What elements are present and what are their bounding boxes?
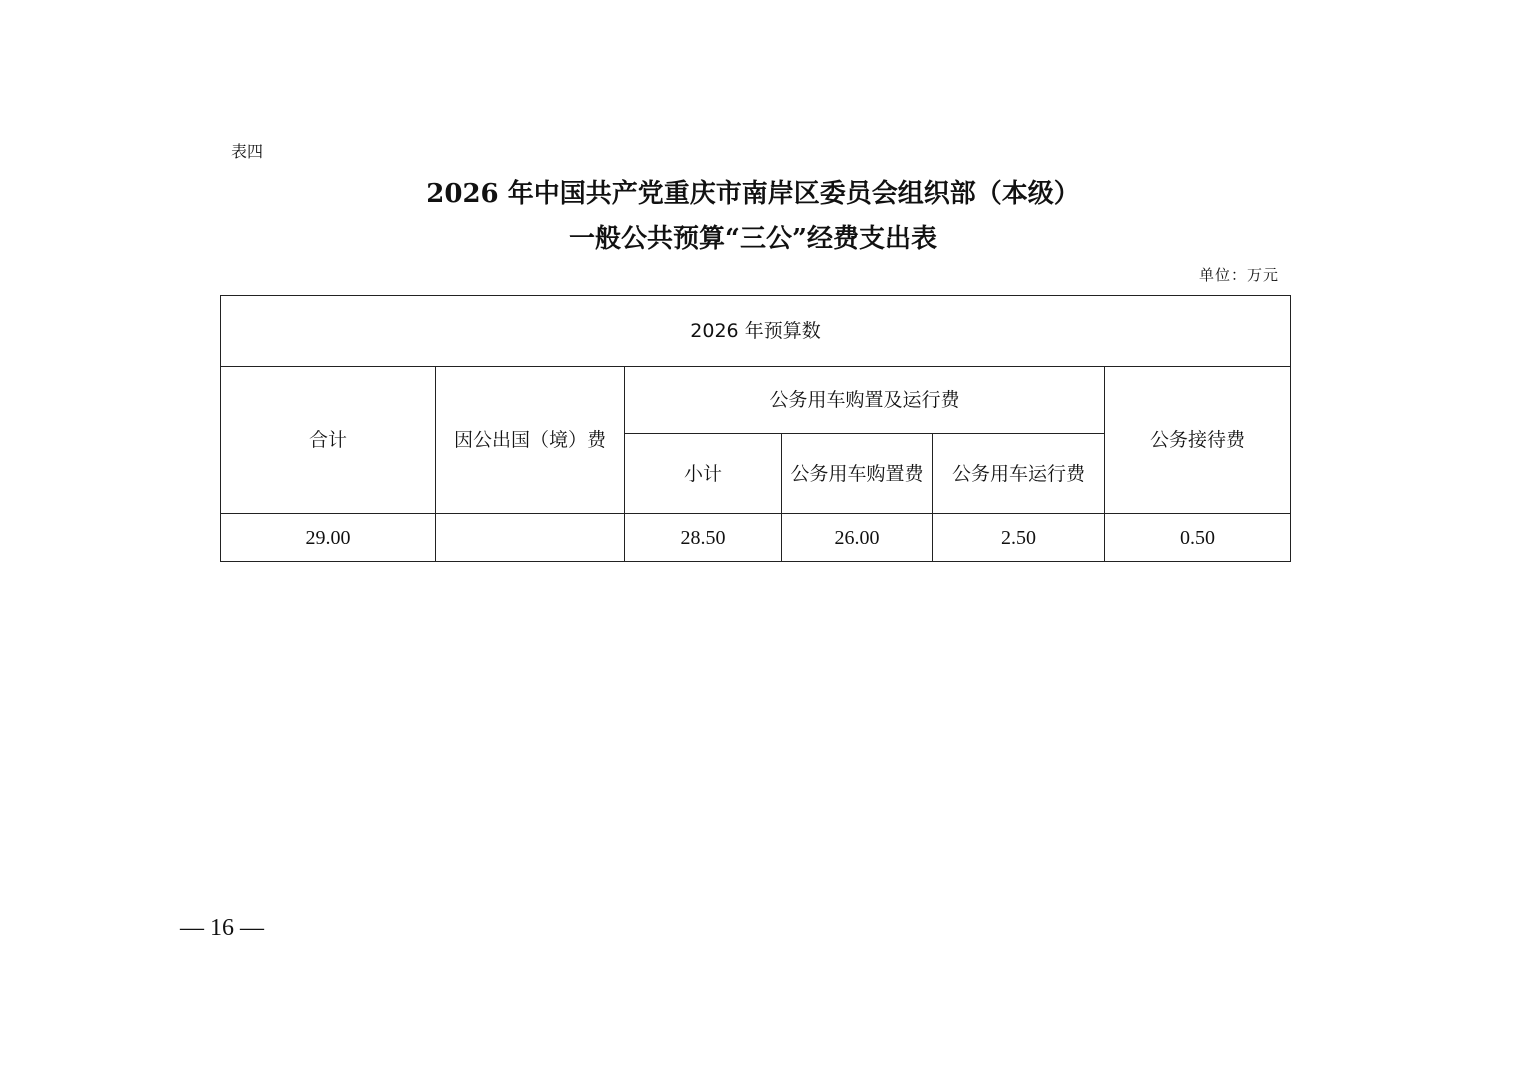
header-abroad: 因公出国（境）费 <box>436 367 625 514</box>
cell-vehicle-subtotal: 28.50 <box>625 514 782 562</box>
document-title-line-2: 一般公共预算“三公”经费支出表 <box>569 224 937 254</box>
header-reception: 公务接待费 <box>1105 367 1291 514</box>
budget-table <box>220 295 1291 562</box>
header-total: 合计 <box>221 367 436 514</box>
table-row <box>221 514 1291 562</box>
document-title-line-1: 2026 年中国共产党重庆市南岸区委员会组织部（本级） <box>426 179 1080 209</box>
table-header-row-top <box>221 296 1291 367</box>
header-vehicle-subtotal: 小计 <box>625 434 782 514</box>
header-vehicle-group: 公务用车购置及运行费 <box>625 367 1105 434</box>
table-header-row-1 <box>221 367 1291 434</box>
header-budget-year: 2026 年预算数 <box>221 296 1291 367</box>
cell-abroad <box>436 514 625 562</box>
cell-vehicle-purchase: 26.00 <box>782 514 933 562</box>
table-label: 表四 <box>231 142 264 161</box>
cell-reception: 0.50 <box>1105 514 1291 562</box>
header-vehicle-operation: 公务用车运行费 <box>933 434 1105 514</box>
header-vehicle-purchase: 公务用车购置费 <box>782 434 933 514</box>
cell-total: 29.00 <box>221 514 436 562</box>
page-number: — 16 — <box>180 915 264 941</box>
unit-label: 单位：万元 <box>1198 266 1279 284</box>
cell-vehicle-operation: 2.50 <box>933 514 1105 562</box>
